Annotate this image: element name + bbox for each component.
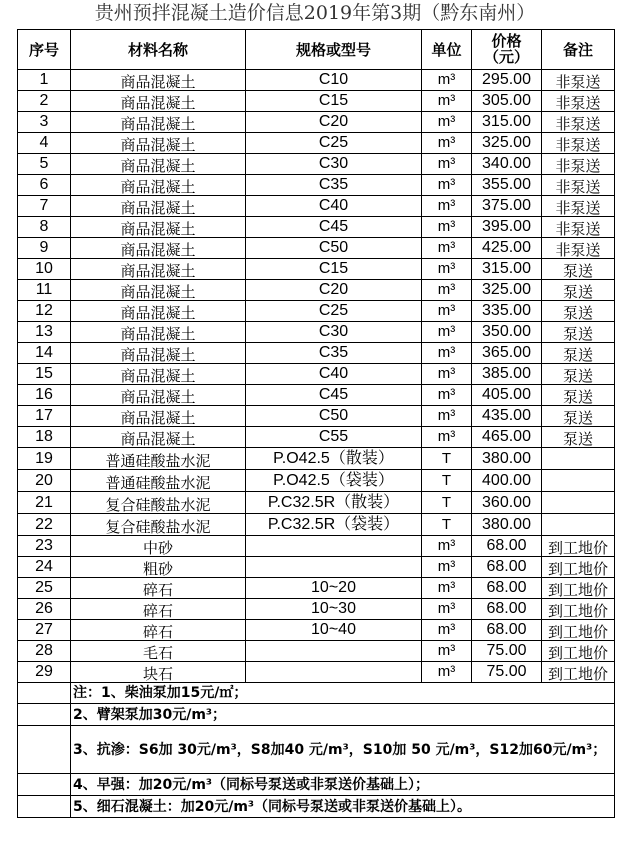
note-text: 2、臂架泵加30元/m³； [71, 704, 615, 726]
cell-note: 非泵送 [542, 154, 615, 175]
table-row [18, 343, 615, 364]
cell-name: 商品混凝土 [71, 217, 246, 238]
cell-price: 355.00 [472, 175, 542, 196]
header-price-line1: 价格 [491, 32, 522, 50]
cell-spec: 10~20 [246, 578, 422, 599]
cell-note: 泵送 [542, 301, 615, 322]
cell-name: 普通硅酸盐水泥 [71, 470, 246, 492]
note-spacer [18, 683, 71, 704]
cell-spec [246, 662, 422, 683]
table-row [18, 557, 615, 578]
cell-name: 商品混凝土 [71, 427, 246, 448]
cell-spec: C30 [246, 154, 422, 175]
cell-note: 到工地价 [542, 578, 615, 599]
cell-note: 非泵送 [542, 217, 615, 238]
cell-unit: T [422, 492, 472, 514]
table-row [18, 364, 615, 385]
table-row [18, 91, 615, 112]
cell-no: 14 [18, 343, 71, 364]
cell-unit: m³ [422, 578, 472, 599]
cell-note: 泵送 [542, 364, 615, 385]
table-row [18, 217, 615, 238]
cell-note: 非泵送 [542, 70, 615, 91]
cell-unit: T [422, 514, 472, 536]
cell-no: 2 [18, 91, 71, 112]
cell-name: 商品混凝土 [71, 406, 246, 427]
header-unit: 单位 [422, 30, 472, 70]
cell-no: 25 [18, 578, 71, 599]
table-row [18, 427, 615, 448]
cell-unit: m³ [422, 91, 472, 112]
table-row [18, 641, 615, 662]
cell-spec: C15 [246, 91, 422, 112]
cell-note: 泵送 [542, 343, 615, 364]
cell-note [542, 514, 615, 536]
cell-no: 27 [18, 620, 71, 641]
cell-spec [246, 641, 422, 662]
table-row [18, 662, 615, 683]
cell-note [542, 470, 615, 492]
cell-no: 8 [18, 217, 71, 238]
price-table [17, 29, 615, 818]
cell-spec: P.O42.5（散装） [246, 448, 422, 470]
cell-unit: m³ [422, 557, 472, 578]
cell-no: 17 [18, 406, 71, 427]
cell-unit: T [422, 448, 472, 470]
cell-spec: C35 [246, 175, 422, 196]
cell-note: 非泵送 [542, 112, 615, 133]
cell-note: 非泵送 [542, 133, 615, 154]
table-row [18, 536, 615, 557]
table-row [18, 514, 615, 536]
cell-spec: C20 [246, 112, 422, 133]
cell-price: 75.00 [472, 662, 542, 683]
table-row [18, 322, 615, 343]
cell-price: 395.00 [472, 217, 542, 238]
cell-unit: m³ [422, 154, 472, 175]
cell-no: 15 [18, 364, 71, 385]
cell-name: 商品混凝土 [71, 385, 246, 406]
cell-price: 385.00 [472, 364, 542, 385]
cell-name: 商品混凝土 [71, 322, 246, 343]
cell-note [542, 448, 615, 470]
table-row [18, 578, 615, 599]
note-spacer [18, 704, 71, 726]
cell-spec: C50 [246, 406, 422, 427]
cell-price: 68.00 [472, 620, 542, 641]
cell-unit: m³ [422, 641, 472, 662]
note-text: 5、细石混凝土：加20元/m³（同标号泵送或非泵送价基础上）。 [71, 796, 615, 818]
cell-name: 毛石 [71, 641, 246, 662]
cell-unit: m³ [422, 322, 472, 343]
cell-no: 19 [18, 448, 71, 470]
header-note: 备注 [542, 30, 615, 70]
cell-spec: C10 [246, 70, 422, 91]
note-spacer [18, 796, 71, 818]
cell-price: 335.00 [472, 301, 542, 322]
cell-spec: C55 [246, 427, 422, 448]
cell-price: 315.00 [472, 112, 542, 133]
cell-no: 12 [18, 301, 71, 322]
cell-price: 325.00 [472, 280, 542, 301]
cell-unit: m³ [422, 70, 472, 91]
cell-unit: m³ [422, 112, 472, 133]
cell-no: 4 [18, 133, 71, 154]
cell-name: 复合硅酸盐水泥 [71, 492, 246, 514]
cell-name: 商品混凝土 [71, 133, 246, 154]
cell-price: 315.00 [472, 259, 542, 280]
cell-unit: m³ [422, 406, 472, 427]
cell-spec: 10~40 [246, 620, 422, 641]
table-row [18, 259, 615, 280]
cell-name: 商品混凝土 [71, 70, 246, 91]
table-row [18, 301, 615, 322]
cell-name: 中砂 [71, 536, 246, 557]
cell-no: 21 [18, 492, 71, 514]
cell-name: 商品混凝土 [71, 154, 246, 175]
cell-spec: P.C32.5R（散装） [246, 492, 422, 514]
cell-unit: m³ [422, 196, 472, 217]
cell-no: 28 [18, 641, 71, 662]
cell-name: 商品混凝土 [71, 238, 246, 259]
cell-price: 68.00 [472, 578, 542, 599]
cell-unit: m³ [422, 217, 472, 238]
cell-no: 1 [18, 70, 71, 91]
cell-price: 68.00 [472, 536, 542, 557]
cell-note: 泵送 [542, 427, 615, 448]
cell-note: 泵送 [542, 280, 615, 301]
table-row [18, 492, 615, 514]
cell-note: 非泵送 [542, 196, 615, 217]
cell-name: 商品混凝土 [71, 175, 246, 196]
cell-price: 425.00 [472, 238, 542, 259]
cell-no: 9 [18, 238, 71, 259]
cell-price: 75.00 [472, 641, 542, 662]
table-row [18, 385, 615, 406]
cell-no: 16 [18, 385, 71, 406]
cell-name: 复合硅酸盐水泥 [71, 514, 246, 536]
cell-spec: C35 [246, 343, 422, 364]
cell-no: 23 [18, 536, 71, 557]
table-row [18, 238, 615, 259]
cell-note: 到工地价 [542, 620, 615, 641]
cell-spec [246, 557, 422, 578]
cell-unit: m³ [422, 599, 472, 620]
cell-note: 到工地价 [542, 557, 615, 578]
cell-no: 26 [18, 599, 71, 620]
cell-name: 碎石 [71, 620, 246, 641]
cell-no: 11 [18, 280, 71, 301]
cell-spec: 10~30 [246, 599, 422, 620]
cell-note: 到工地价 [542, 599, 615, 620]
cell-note: 到工地价 [542, 641, 615, 662]
page-title: 贵州预拌混凝土造价信息2019年第3期（黔东南州） [94, 2, 536, 24]
table-row [18, 70, 615, 91]
cell-price: 340.00 [472, 154, 542, 175]
cell-spec: C45 [246, 217, 422, 238]
table-row [18, 406, 615, 427]
cell-unit: m³ [422, 662, 472, 683]
cell-name: 商品混凝土 [71, 343, 246, 364]
table-row [18, 470, 615, 492]
header-spec: 规格或型号 [246, 30, 422, 70]
table-row [18, 154, 615, 175]
header-row [18, 30, 615, 70]
cell-spec: C50 [246, 238, 422, 259]
cell-price: 465.00 [472, 427, 542, 448]
cell-no: 6 [18, 175, 71, 196]
note-row [18, 774, 615, 796]
cell-unit: m³ [422, 301, 472, 322]
cell-note: 非泵送 [542, 238, 615, 259]
table-row [18, 196, 615, 217]
note-row [18, 796, 615, 818]
cell-note: 到工地价 [542, 662, 615, 683]
cell-no: 18 [18, 427, 71, 448]
cell-spec: C25 [246, 133, 422, 154]
cell-unit: m³ [422, 259, 472, 280]
cell-name: 商品混凝土 [71, 364, 246, 385]
cell-price: 68.00 [472, 599, 542, 620]
note-spacer [18, 726, 71, 774]
table-row [18, 620, 615, 641]
header-price-line2: （元） [483, 48, 529, 66]
cell-price: 375.00 [472, 196, 542, 217]
cell-no: 5 [18, 154, 71, 175]
cell-unit: m³ [422, 364, 472, 385]
cell-price: 360.00 [472, 492, 542, 514]
cell-price: 380.00 [472, 514, 542, 536]
cell-no: 10 [18, 259, 71, 280]
cell-unit: m³ [422, 238, 472, 259]
cell-unit: m³ [422, 343, 472, 364]
cell-note: 泵送 [542, 406, 615, 427]
cell-unit: m³ [422, 620, 472, 641]
note-row [18, 704, 615, 726]
cell-no: 20 [18, 470, 71, 492]
cell-spec: C20 [246, 280, 422, 301]
header-name: 材料名称 [71, 30, 246, 70]
cell-price: 325.00 [472, 133, 542, 154]
cell-spec: P.C32.5R（袋装） [246, 514, 422, 536]
cell-spec: C40 [246, 364, 422, 385]
cell-price: 305.00 [472, 91, 542, 112]
cell-note: 非泵送 [542, 175, 615, 196]
note-spacer [18, 774, 71, 796]
note-text: 4、早强：加20元/m³（同标号泵送或非泵送价基础上）； [71, 774, 615, 796]
cell-note: 非泵送 [542, 91, 615, 112]
cell-note: 泵送 [542, 385, 615, 406]
table-row [18, 599, 615, 620]
cell-unit: m³ [422, 427, 472, 448]
table-row [18, 175, 615, 196]
cell-no: 13 [18, 322, 71, 343]
cell-no: 22 [18, 514, 71, 536]
cell-price: 350.00 [472, 322, 542, 343]
cell-name: 碎石 [71, 578, 246, 599]
cell-name: 商品混凝土 [71, 196, 246, 217]
cell-name: 粗砂 [71, 557, 246, 578]
cell-spec: P.O42.5（袋装） [246, 470, 422, 492]
cell-no: 3 [18, 112, 71, 133]
table-row [18, 280, 615, 301]
cell-spec: C25 [246, 301, 422, 322]
cell-unit: m³ [422, 385, 472, 406]
cell-spec: C45 [246, 385, 422, 406]
cell-note: 泵送 [542, 259, 615, 280]
cell-spec: C30 [246, 322, 422, 343]
cell-unit: m³ [422, 175, 472, 196]
cell-name: 普通硅酸盐水泥 [71, 448, 246, 470]
cell-spec: C40 [246, 196, 422, 217]
cell-price: 295.00 [472, 70, 542, 91]
cell-name: 商品混凝土 [71, 112, 246, 133]
cell-unit: m³ [422, 280, 472, 301]
cell-name: 商品混凝土 [71, 301, 246, 322]
cell-unit: m³ [422, 133, 472, 154]
note-row [18, 683, 615, 704]
cell-name: 块石 [71, 662, 246, 683]
header-price [472, 30, 542, 70]
cell-unit: T [422, 470, 472, 492]
cell-no: 24 [18, 557, 71, 578]
cell-price: 405.00 [472, 385, 542, 406]
cell-unit: m³ [422, 536, 472, 557]
cell-price: 400.00 [472, 470, 542, 492]
note-text: 注：1、柴油泵加15元/㎡； [71, 683, 615, 704]
cell-price: 365.00 [472, 343, 542, 364]
cell-name: 商品混凝土 [71, 280, 246, 301]
header-no: 序号 [18, 30, 71, 70]
cell-price: 68.00 [472, 557, 542, 578]
cell-name: 碎石 [71, 599, 246, 620]
table-row [18, 133, 615, 154]
cell-note: 到工地价 [542, 536, 615, 557]
table-row [18, 112, 615, 133]
cell-spec [246, 536, 422, 557]
note-text: 3、抗渗：S6加 30元/m³，S8加40 元/m³，S10加 50 元/m³，S12加60元/m³； [71, 726, 615, 774]
cell-no: 29 [18, 662, 71, 683]
note-row [18, 726, 615, 774]
cell-name: 商品混凝土 [71, 91, 246, 112]
cell-note: 泵送 [542, 322, 615, 343]
cell-name: 商品混凝土 [71, 259, 246, 280]
table-row [18, 448, 615, 470]
cell-price: 380.00 [472, 448, 542, 470]
cell-price: 435.00 [472, 406, 542, 427]
cell-note [542, 492, 615, 514]
cell-no: 7 [18, 196, 71, 217]
cell-spec: C15 [246, 259, 422, 280]
